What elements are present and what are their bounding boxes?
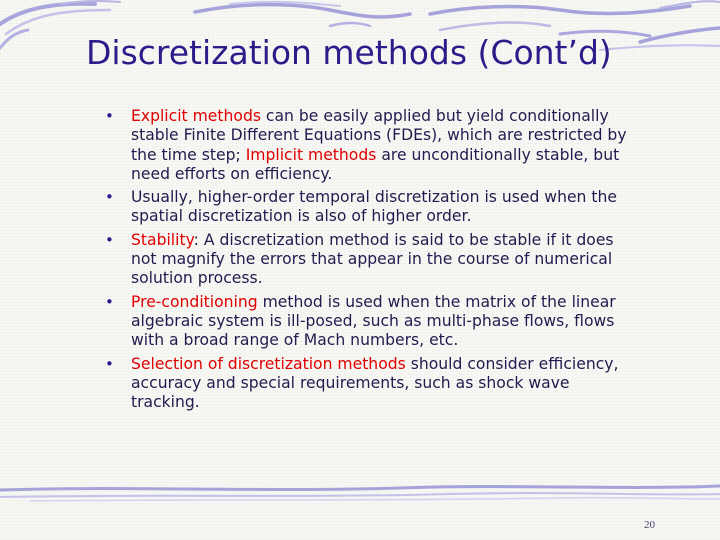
bullet-text: method is used when the matrix of the linear algebraic system is ill-posed, such as multi-phase flows, flows with a broad range of Mach numbers, etc. xyxy=(131,292,616,350)
bullet-dot-icon: • xyxy=(105,107,114,125)
bullet-text: should consider efficiency, accuracy and special requirements, such as shock wave tracking. xyxy=(131,354,619,412)
decorative-swoosh-bottom xyxy=(0,470,720,510)
bullet-dot-icon: • xyxy=(105,292,114,311)
slide-title: Discretization methods (Cont’d) xyxy=(86,33,612,72)
highlighted-term: Explicit methods xyxy=(131,107,261,125)
highlighted-term: Selection of discretization methods xyxy=(131,354,406,373)
bullet-list xyxy=(104,107,634,416)
highlighted-term: Pre-conditioning xyxy=(131,292,258,311)
highlighted-term: Stability xyxy=(131,230,194,249)
highlighted-term: Implicit methods xyxy=(245,145,377,164)
bullet-dot-icon: • xyxy=(105,230,114,249)
bullet-dot-icon: • xyxy=(105,188,114,207)
bullet-item xyxy=(104,107,634,184)
bullet-text: : A discretization method is said to be stable if it does not magnify the errors that appear in the course of numerical solution process. xyxy=(131,230,614,288)
bullet-item xyxy=(104,355,634,413)
page-number: 20 xyxy=(644,519,655,531)
bullet-item xyxy=(104,293,634,351)
bullet-item xyxy=(104,231,634,289)
bullet-item xyxy=(104,188,634,227)
bullet-text: are unconditionally stable, but need efforts on efficiency. xyxy=(131,145,620,183)
bullet-text: Usually, higher-order temporal discretization is used when the spatial discretization is also of higher order. xyxy=(131,188,617,226)
bullet-dot-icon: • xyxy=(105,354,114,373)
bullet-text: can be easily applied but yield conditionally stable Finite Different Equations (FDEs), which are restricted by the time step; xyxy=(131,107,627,164)
